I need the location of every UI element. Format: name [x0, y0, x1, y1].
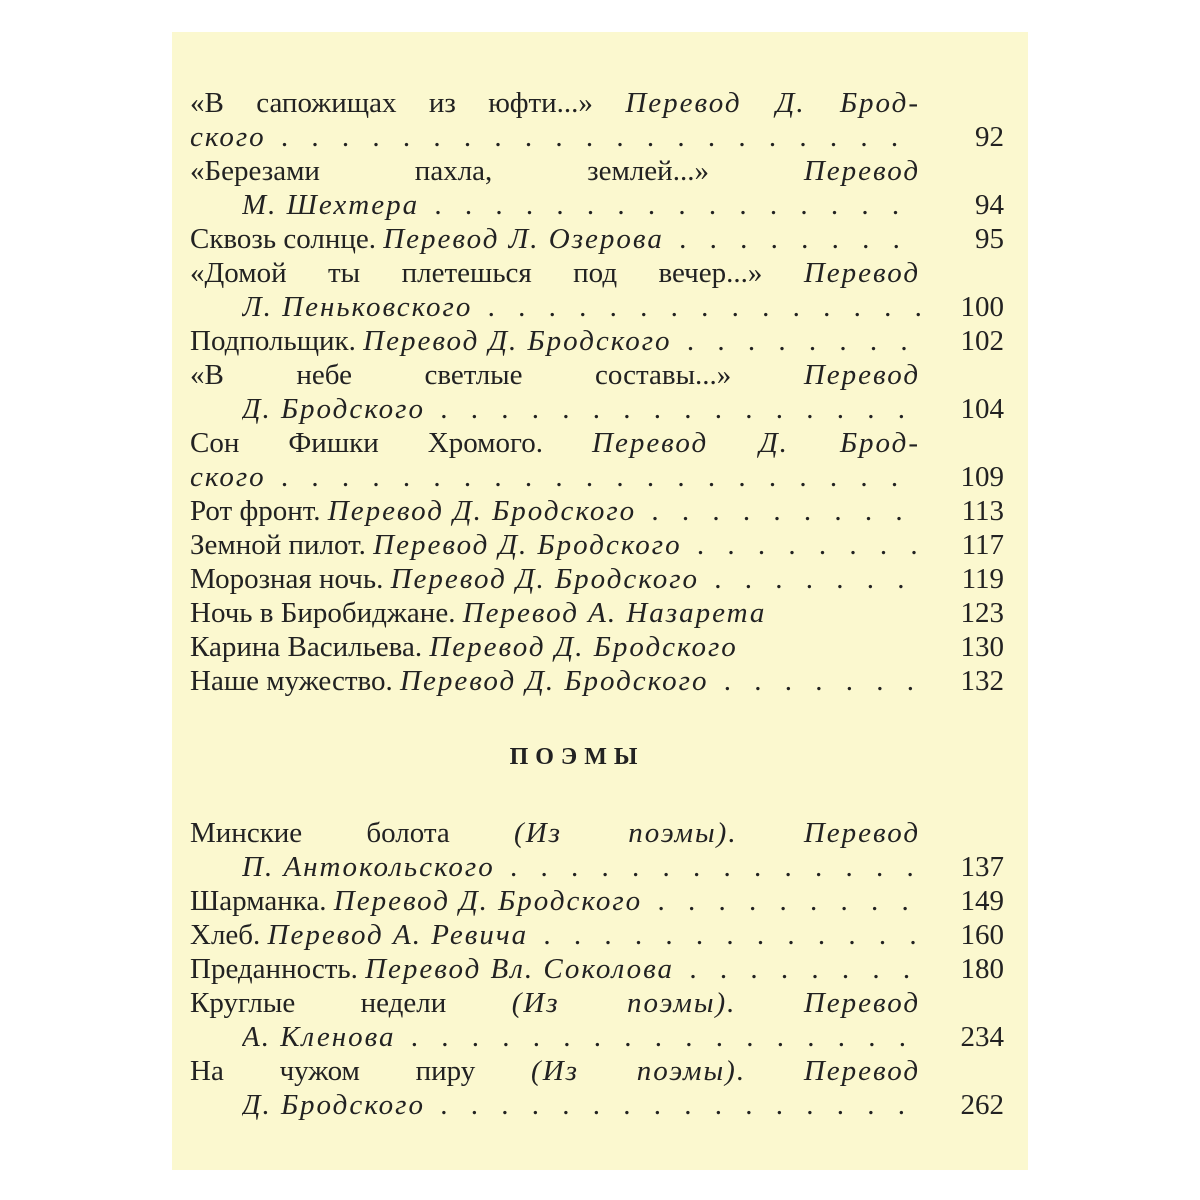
toc-entry-line: [190, 358, 1004, 392]
page-number: 130: [960, 631, 1004, 663]
entry-title: Круглые недели: [190, 987, 447, 1019]
entry-translator: ского: [190, 121, 266, 153]
entry-translator: Перевод Д. Бродского: [429, 631, 738, 663]
leader-dots: [266, 461, 920, 493]
toc-entry-line: [190, 290, 1004, 324]
entry-title: Преданность.: [190, 953, 358, 985]
leader-dots: [495, 851, 920, 883]
entry-translator: Д. Бродского: [242, 393, 425, 425]
entry-title: Сквозь солнце.: [190, 223, 376, 255]
entry-title: Шарманка.: [190, 885, 327, 917]
leader-dots: [682, 529, 920, 561]
entry-title: Морозная ночь.: [190, 563, 384, 595]
entry-title: «Домой ты плетешься под вечер...»: [190, 257, 763, 289]
entry-translator: (Из поэмы). Перевод: [514, 817, 920, 849]
toc-entry-line: [190, 596, 1004, 630]
entry-title: На чужом пиру: [190, 1055, 476, 1087]
entry-translator: Перевод Д. Бродского: [373, 529, 682, 561]
entry-title: Наше мужество.: [190, 665, 393, 697]
entry-translator: Перевод Вл. Соколова: [365, 953, 675, 985]
entry-title: Минские болота: [190, 817, 450, 849]
page-number: 132: [960, 665, 1004, 697]
entry-translator: Перевод Д. Бродского: [333, 885, 643, 917]
leader-dots: [425, 393, 920, 425]
toc-entry-line: [190, 664, 1004, 698]
toc-entry-line: [190, 256, 1004, 290]
toc-entry-line: [190, 494, 1004, 528]
entry-translator: Перевод: [803, 257, 920, 289]
entry-translator: Перевод Д. Брод-: [625, 87, 920, 119]
table-of-contents: [190, 86, 1004, 1122]
leader-dots: [419, 189, 920, 221]
leader-dots: [699, 563, 920, 595]
entry-translator: Перевод: [803, 359, 920, 391]
entry-translator: М. Шехтера: [242, 189, 420, 221]
entry-translator: А. Кленова: [242, 1021, 396, 1053]
entry-translator: Д. Бродского: [242, 1089, 425, 1121]
leader-dots: [664, 223, 920, 255]
page-number: 113: [961, 495, 1004, 527]
leader-dots: [642, 885, 920, 917]
toc-entry-line: [190, 528, 1004, 562]
page-number: 95: [975, 223, 1004, 255]
page-number: 234: [960, 1021, 1004, 1053]
leader-dots: [425, 1089, 920, 1121]
leader-dots: [528, 919, 920, 951]
leader-dots: [674, 953, 920, 985]
page-number: 137: [960, 851, 1004, 883]
toc-entry-line: [190, 986, 1004, 1020]
toc-entry-line: [190, 884, 1004, 918]
book-page: [172, 32, 1028, 1170]
entry-translator: Перевод Д. Брод-: [592, 427, 920, 459]
entry-translator: (Из поэмы). Перевод: [531, 1055, 920, 1087]
toc-entry-line: [190, 1054, 1004, 1088]
page-number: 109: [960, 461, 1004, 493]
leader-dots: [266, 121, 920, 153]
entry-translator: Перевод Д. Бродского: [327, 495, 637, 527]
section-title: ПОЭМЫ: [509, 744, 645, 770]
toc-entry-line: [190, 918, 1004, 952]
entry-translator: Перевод Л. Озерова: [383, 223, 664, 255]
toc-entry-line: [190, 460, 1004, 494]
entry-translator: Л. Пеньковского: [242, 291, 473, 323]
entry-title: Сон Фишки Хромого.: [190, 427, 543, 459]
toc-entry-line: [190, 630, 1004, 664]
page-number: 160: [960, 919, 1004, 951]
entry-title: Ночь в Биробиджане.: [190, 597, 456, 629]
entry-title: Рот фронт.: [190, 495, 321, 527]
page-number: 100: [960, 291, 1004, 323]
entry-title: «В небе светлые составы...»: [190, 359, 732, 391]
page-number: 92: [975, 121, 1004, 153]
entry-translator: Перевод А. Назарета: [462, 597, 767, 629]
leader-dots: [472, 291, 920, 323]
toc-entry-line: [190, 86, 1004, 120]
entry-translator: (Из поэмы). Перевод: [511, 987, 920, 1019]
toc-entry-line: [190, 154, 1004, 188]
toc-entry-line: [190, 392, 1004, 426]
toc-entry-line: [190, 952, 1004, 986]
entry-translator: ского: [190, 461, 266, 493]
page-number: 104: [960, 393, 1004, 425]
page-number: 119: [961, 563, 1004, 595]
entry-translator: Перевод: [803, 155, 920, 187]
toc-entry-line: [190, 188, 1004, 222]
entry-title: Подпольщик.: [190, 325, 356, 357]
toc-entry-line: [190, 120, 1004, 154]
page-number: 149: [960, 885, 1004, 917]
page-number: 102: [960, 325, 1004, 357]
leader-dots: [636, 495, 920, 527]
page-number: 262: [960, 1089, 1004, 1121]
toc-entry-line: [190, 816, 1004, 850]
entry-translator: Перевод Д. Бродского: [390, 563, 700, 595]
toc-entry-line: [190, 1088, 1004, 1122]
toc-entry-line: [190, 1020, 1004, 1054]
page-number: 117: [961, 529, 1004, 561]
entry-translator: Перевод Д. Бродского: [400, 665, 709, 697]
toc-entry-line: [190, 850, 1004, 884]
toc-entry-line: [190, 426, 1004, 460]
entry-translator: Перевод Д. Бродского: [363, 325, 672, 357]
entry-title: «В сапожищах из юфти...»: [190, 87, 593, 119]
entry-translator: Перевод А. Ревича: [267, 919, 529, 951]
page-number: 123: [960, 597, 1004, 629]
toc-entry-line: [190, 222, 1004, 256]
leader-dots: [672, 325, 920, 357]
entry-title: Земной пилот.: [190, 529, 366, 561]
toc-entry-line: [190, 562, 1004, 596]
entry-title: Карина Васильева.: [190, 631, 423, 663]
entry-title: «Березами пахла, землей...»: [190, 155, 709, 187]
entry-title: Хлеб.: [190, 919, 261, 951]
leader-dots: [396, 1021, 921, 1053]
toc-entry-line: [190, 324, 1004, 358]
leader-dots: [708, 665, 920, 697]
page-number: 94: [975, 189, 1004, 221]
page-number: 180: [960, 953, 1004, 985]
entry-translator: П. Антокольского: [242, 851, 495, 883]
